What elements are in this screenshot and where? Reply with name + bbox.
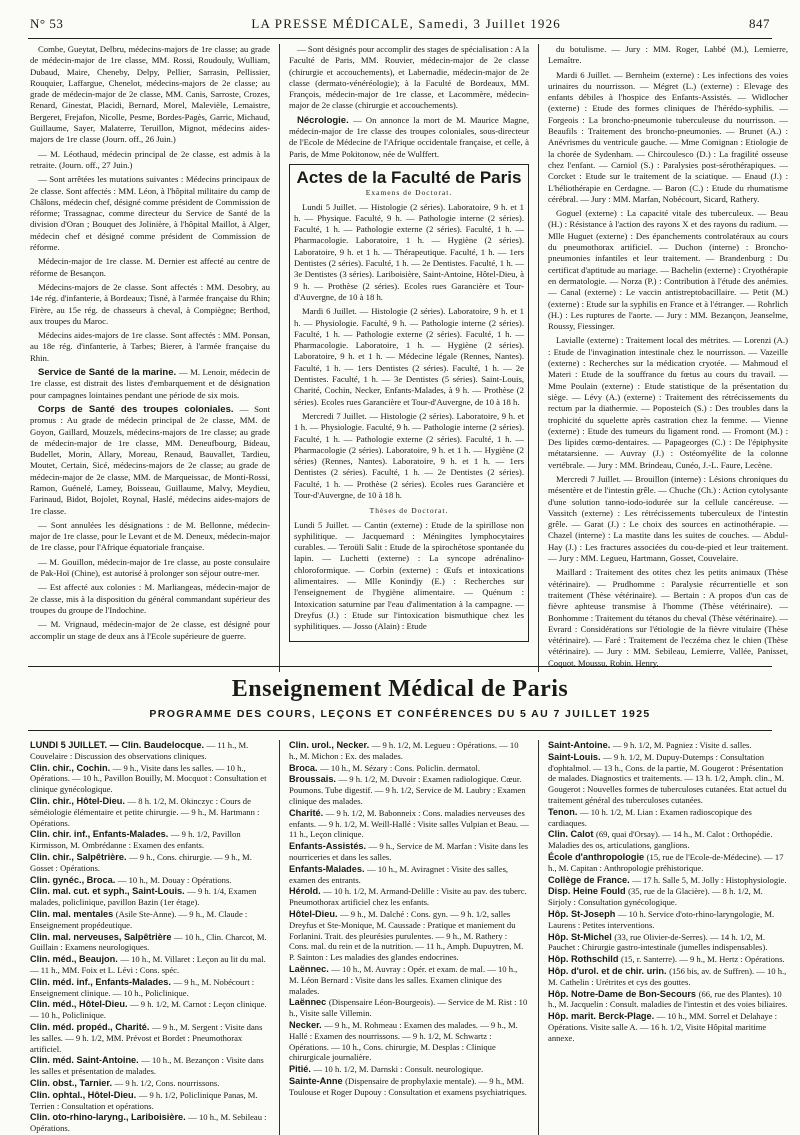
program-entry [30, 932, 270, 954]
program-entry [289, 964, 529, 996]
program-entry-text: — 9 h. 1/4, Examen malades, policlinique, pavillon Bazin (1er étage). [30, 886, 257, 908]
paragraph [548, 474, 788, 564]
program-entry-text: — 9 h. 1/2, M. Duvoir : Examen radiologique. Cœur. Poumons. Tube digestif. — 9 h. 1/2, Service de M. Laubry : Examen clinique des malades. [289, 774, 526, 806]
program-subtitle: PROGRAMME DES COURS, LEÇONS ET CONFÉRENCES DU 5 AU 7 JUILLET 1925 [149, 708, 651, 720]
program-entry-label: Clin. mal. mentales [30, 908, 116, 919]
paragraph [294, 202, 524, 304]
program-entry [548, 829, 788, 851]
upper-columns [30, 44, 788, 668]
program-entry [548, 752, 788, 806]
column-divider [279, 740, 280, 1135]
program-entry-label: Clin. urol., Necker. [289, 740, 372, 750]
paragraph-text: — Sont promus : Au grade de médecin principal de 2e classe, MM. de Goyon, Gaillard, Mouzels, médecins-majors de 1re classe; au grade de médecin-major de 1re classe, MM. Deneufbourg, Bideau, Budellet, Morin, Allary, Moreau, Renaud, Bauvallet, Tardieu, Moutet, Certain, Sicé, médecins-majors de 2e classe; au grade de médecin-major de 2e classe, MM. de Marqueissac, de Monti-Rossi, Ramon, Guénelé, Lamey, Boisseau, Guillaume, Malvy, Meydieu, Farinaud, Bidot, Bojolet, Roynal, Haslé, médecins aides-majors de 1re classe. [30, 403, 271, 516]
paragraph-text: — M. Léothaud, médecin principal de 2e classe, est admis à la retraite. (Journ. off., 27 Juin.) [30, 148, 270, 170]
program-entry-label: Collège de France. [548, 874, 633, 885]
program-entry-label: Clin. chir., Salpêtrière. [30, 851, 130, 862]
program-entry-label: Laënnec. [289, 963, 332, 974]
program-entry-text: — 10 h., M. Auvray : Opér. et exam. de mal. — 10 h., M. Léon Bernard : Visite dans les salles. Examen clinique des malades. [289, 963, 518, 996]
program-entry-label: Pitié. [289, 1064, 314, 1075]
program-entry [30, 852, 270, 874]
paragraph [30, 256, 270, 279]
program-entry-label: Clin. chir., Cochin. [30, 762, 113, 773]
program-entry [30, 1055, 270, 1077]
program-entry [548, 932, 788, 954]
paragraph-heading: Service de Santé de la marine. [38, 367, 180, 379]
program-entry [289, 1076, 529, 1098]
paragraph [30, 282, 270, 327]
program-entry-label: Hôp. d'urol. et de chir. urin. [548, 965, 670, 976]
column-divider [279, 44, 280, 672]
paragraph [548, 44, 788, 67]
program-entry-text: — 9 h., M. Dalché : Cons. gyn. — 9 h. 1/2, salles Dreyfus et Ste-Monique, M. Caussade : Pratique et maniement du Forlanini. Trait. des pleurésies purulentes. — 9 h., M. Rathery : Cons. mal. du rein et de la nutrition. — 11 h., Amph. Dupuytren, M. P. Sainton : Les maladies des glandes endocrines. [289, 908, 524, 963]
program-entry [30, 829, 270, 851]
program-entry-text: — 9 h., M. Sergent : Visite dans les salles. — 9 h. 1/2, MM. Prévost et Bordet : Pneumothorax artificiel. [30, 1021, 263, 1054]
paragraph [30, 557, 270, 580]
program-entry-label: Hôtel-Dieu. [289, 908, 341, 919]
program-entry-label: Clin. méd., Beaujon. [30, 954, 121, 965]
paragraph-text: Médecins aides-majors de 1re classe. Sont affectés : MM. Ponsan, au 18e rég. d'infanterie, à Tarbes; Bierer, à l'armée française du Rhin. [30, 330, 270, 363]
program-entry-label: Charité. [289, 807, 326, 818]
program-entry-text: — 10 h. 1/2, M. Armand-Delille : Visite au pav. des tuberc. Pneumothorax artificiel chez les enfants. [289, 886, 527, 908]
paragraph [548, 335, 788, 471]
program-entry-text: (66, rue des Plantes). 10 h., M. Jacquelin : Consult. maladies de l'intestin et des voies biliaires. [548, 988, 788, 1010]
paragraph [294, 411, 524, 501]
program-entry-text: — 10 h. 1/2, M. Darnski : Consult. neurologique. [313, 1064, 484, 1075]
program-entry-text: — 10 h. 1/2, M. Lian : Examen radioscopique des cardiaques. [548, 806, 752, 828]
program-entry-text: — 10 h., M. Villaret : Leçon au lit du mal. — 11 h., MM. Foix et L. Lévi : Cons. spéc. [30, 954, 266, 975]
paragraph-text: Goguel (externe) : La capacité vitale des tuberculeux. — Beau (H.) : Résistance à l'action des rayons X et des rayons du radium. — Mlle Huguet (externe) : Des épanchements controlatéraux au cours du pneumothorax artificiel. — Duchon (interne) : Broncho-pneumonies infantiles et leur traitement. — Brandenburg : Du certificat d'aptitude au mariage. — Bachelin (externe) : Cryothérapie en dermatologie. — Norza (P.) : Contribution à l'étude des anémies. — Canal (externe) : Le vaccin antistreptobacillaire. — Petit (M.) (externe) : Etude sur la syphilis en France et à l'étranger. — Rohrlich (H.) : Les ruptures de l'aorte. — Jury : MM. Bezançon, Jeanselme, Roussy, Fiessinger. [548, 208, 788, 332]
program-entry-label: Clin. chir., Hôtel-Dieu. [30, 795, 128, 806]
program-entry-label: Clin. chir. inf., Enfants-Malades. [30, 829, 171, 840]
program-entry-label: Hôp. Notre-Dame de Bon-Secours [548, 988, 699, 999]
program-entry-text: — 10 h., M. Aviragnet : Visite des salles, examen des entrants. [289, 863, 509, 885]
paragraph-text: Médecins-majors de 2e classe. Sont affectés : MM. Desobry, au 14e rég. d'infanterie, à Bordeaux; Tisné, à l'armée française du Rhin; Firère, au 15e rég. de chasseurs à cheval, à Compiègne; Berthod, aux troupes du Maroc. [30, 281, 270, 326]
program-entry [30, 1112, 270, 1134]
paragraph-heading: Corps de Santé des troupes coloniales. [38, 403, 240, 415]
paragraph-text: — M. Vrignaud, médecin-major de 2e classe, est désigné pour accomplir un stage de deux ans à l'Ecole supérieure de guerre. [30, 619, 270, 641]
program-entry-label: Clin. méd. Saint-Antoine. [30, 1055, 142, 1066]
program-entry-text: (33, rue Olivier-de-Serres). — 14 h. 1/2, M. Pauchet : Chirurgie gastro-intestinale (jumelles indispensables). [548, 931, 768, 953]
paragraph [30, 44, 270, 146]
program-entry [289, 808, 529, 840]
program-entry-label: Broca. [289, 762, 321, 773]
program-entry [30, 977, 270, 999]
page-number: 847 [749, 16, 770, 31]
program-entry-text: — 10 h., M. Sézary : Cons. Policlin. dermatol. [320, 762, 481, 773]
program-entry-text: (35, rue de la Glacière). — 8 h. 1/2, M. Sirjoly : Consultation gynécologique. [548, 886, 763, 908]
program-entry-label: LUNDI 5 JUILLET. — Clin. Baudelocque. [30, 740, 207, 750]
program-entry-text: — 9 h. 1/2, M. Pagniez : Visite d. salles. [612, 740, 752, 750]
paragraph-text: Mardi 6 Juillet. — Histologie (2 séries). Laboratoire, 9 h. et 1 h. — Physiologie. Faculté, 9 h. — Pathologie interne (2 séries). Faculté, 1 h. — Pathologie externe (2 séries). Faculté, 1 h. — Pharmacologie. Laboratoire, 1 h. — Hygiène (2 séries). Laboratoire, 9 h. et 1 h. — Médecine légale (Rennes, Nantes). Faculté, 1 h. — 1ers Dentistes (2 séries). Faculté, 1 h. — 2e Dentistes. Faculté, 1 h. — 3e Dentistes (5 séries). Saint-Louis, Charité, Cochin, Necker, Enfants-Malades, à 9 h. — Prothèse (2 séries). Ecoles rues Garancière et Tour-d'Auvergne, de 10 à 18 h. [294, 306, 524, 407]
section-title: Enseignement Médical de Paris [231, 676, 569, 702]
paragraph-heading: Nécrologie. [297, 114, 354, 126]
program-entry-text: (15, rue de l'Ecole-de-Médecine). — 17 h., M. Capitan : Anthropologie préhistorique. [548, 851, 784, 873]
program-entry-label: Clin. gynéc., Broca. [30, 874, 118, 885]
program-entry-label: Clin. méd., Hôtel-Dieu. [30, 999, 131, 1010]
program-entry-text: — 9 h. 1/2, M. Carnot : Leçon clinique. — 10 h., Policlinique. [30, 999, 267, 1021]
program-entry-label: Saint-Louis. [548, 751, 604, 762]
paragraph-text: Combe, Gueytat, Delbru, médecins-majors de 1re classe; au grade de médecin-major de 1re classe, MM. Rossi, Roudouly, Wulliam, Dubaud, Maire, Cheneby, Delpy, Pellier, Sarrasin, Pellissier, Rouquier, Laffargue, Chenelot, médecins-majors de 2e classe; au grade de médecin-major de 2e classe, MM. Canis, Sarroste, Crozes, Renard, Ginestat, Placidi, Bernard, Morel, Malevièle, Lemaistre, Bergeret, Frejafon, Nicolle, Pesme, Bordes-Pagès, Garric, Michaud, Guillaume, Sayer, Malaterre, Teruillon, Mignot, médecins aides-majors de 1re classe (Journ. off., 26 Juin.) [30, 44, 270, 145]
program-entry [30, 999, 270, 1021]
program-entry-text: — 10 h., Clin. Charcot, M. Guillain : Examens neurologiques. [30, 931, 267, 953]
paragraph-text: Médecin-major de 1re classe. M. Dernier est affecté au centre de réforme de Besançon. [30, 256, 270, 278]
program-entry-text: — 9 h., M. Nobécourt : Enseignement clinique. — 10 h., Policlinique. [30, 976, 255, 998]
theses-text: Lundi 5 Juillet. — Cantin (externe) : Etude de la spirillose non syphilitique. — Jacquemard : Méningites lymphocytaires curables. — Teroüli Salit : Etude de la spirochétose spontanée du lapin. — Luchetti (externe) : La syncope adrénalino-chloroformique. — Corbin (externe) : Œufs et intoxications alimentaires. — Mlle Konindjy (E.) : Recherches sur l'enseignement de l'hygiène alimentaire. — Quénum : Intoxication saturnine par l'eau d'alimentation à la campagne. — Dreyfus (J.) : Etude sur l'intoxication bismuthique chez les syphilitiques. — Josso (Alain) : Etude [294, 519, 524, 632]
program-entry [548, 989, 788, 1011]
program-entry-label: Laënnec [289, 997, 329, 1008]
paragraph [30, 404, 270, 517]
paragraph [294, 306, 524, 408]
paragraph-text: Mercredi 7 Juillet. — Histologie (2 séries). Laboratoire, 9 h. et 1 h. — Physiologie. Faculté, 9 h. — Pathologie interne (2 séries). Faculté, 1 h. — Pathologie externe (2 séries). Faculté, 1 h. — Pharmacologie (2 séries). Laboratoire, 9 h. et 1 h. — Hygiène (2 séries) (Rennes, Nantes). Laboratoire, 9 h. et 1 h. — 1ers Dentistes (2 séries). Faculté, 1 h. — 2e Dentistes (2 séries). Faculté, 1 h. — Prothèse (2 séries). Ecoles rues Garancière et Tour-d'Auvergne, de 10 à 18 h. [294, 410, 524, 500]
program-entry [548, 886, 788, 908]
faculty-acts-title: Actes de la Faculté de Paris [296, 167, 522, 187]
program-entry-text: — 11 h., M. Couvelaire : Discussion des observations cliniques. [30, 740, 249, 761]
program-entry [289, 763, 529, 774]
program-entry [289, 1020, 529, 1063]
program-entry [30, 886, 270, 908]
program-entry-text: — 9 h., Cons. chirurgie. — 9 h., M. Gosset : Opérations. [30, 851, 252, 873]
paragraph-text: — Est affecté aux colonies : M. Marliangeas, médecin-major de 2e classe, mis à la disposition du général commandant supérieur des troupes du groupe de l'Indochine. [30, 582, 270, 615]
program-entry [289, 864, 529, 886]
program-entry-text: — 9 h. 1/2, Cons. nourrissons. [114, 1077, 220, 1088]
program-entry [30, 909, 270, 931]
program-entry [548, 740, 788, 751]
paragraph [548, 208, 788, 332]
program-entry-label: Hôp. Rothschild [548, 954, 621, 965]
paragraph-text: Mercredi 7 Juillet. — Brouillon (interne) : Lésions chroniques du mésentère et de l'intestin grêle. — Chuche (Ch.) : Action cytolysante d'une solution tanno-iodo-iodurée sur la cellule cancéreuse. — Vassitch (externe) : Les rétrécissements tuberculeux de l'intestin grêle. — Garat (J.) : Le choix des sources en actinothérapie. — Chazel (interne) : La mastite dans les suites de couches. — Abdul-Hay (J.) : Les fractures associées du cou-de-pied et leur traitement. — Jury : MM. Legueu, Hartmann, Gosset, Couvelaire. [548, 473, 788, 564]
program-columns [30, 740, 788, 1134]
program-entry-text: — 10 h., M. Douay : Opérations. [117, 874, 232, 885]
program-entry-text: — 8 h. 1/2, M. Okinczyc : Cours de séméiologie élémentaire et petite chirurgie. — 9 h., M. Hartmann : Opérations. [30, 795, 260, 828]
program-entry [30, 1022, 270, 1054]
column-divider [538, 44, 539, 672]
program-entry-label: Hérold. [289, 886, 324, 897]
page-header [30, 16, 770, 36]
paragraph [30, 330, 270, 364]
program-entry-label: Clin. obst., Tarnier. [30, 1077, 115, 1088]
paragraph [30, 367, 270, 401]
program-entry [548, 852, 788, 874]
issue-number: N° 53 [30, 16, 64, 31]
program-entry [30, 763, 270, 795]
paragraph [30, 520, 270, 554]
paragraph [30, 149, 270, 172]
paragraph-text: Maillard : Traitement des otites chez les petits animaux (Thèse vétérinaire). — Prudhomme : Paralysie récurrentielle et son traitement (Thèse vétérinaire). — Bertain : A propos d'un cas de fièvre aphteuse transmise à l'homme (Thèse vétérinaire). — Bonhomme : Traitement du tétanos du cheval (Thèse vétérinaire). — Evrard : Considérations sur l'étiologie de la fièvre vitulaire (Thèse vétérinaire). — Faré : Traitement de l'eczéma chez le chien (Thèse vétérinaire). — Jury : MM. Sebileau, Lemierre, Vallée, Panisset, Coquot, Moussu, Robin, Henry. [548, 567, 788, 668]
exams-subtitle: Examens de Doctorat. [365, 188, 453, 198]
program-entry-text: — 9 h. 1/2, Policlinique Panas, M. Terrien : Consultation et opérations. [30, 1089, 258, 1111]
program-entry-label: Tenon. [548, 806, 580, 817]
program-entry-text: — 9 h. 1/2, Pavillon Kirmisson, M. Ombrédanne : Examen des enfants. [30, 829, 241, 851]
program-entry-label: Enfants-Malades. [289, 863, 368, 874]
program-entry-label: Clin. ophtal., Hôtel-Dieu. [30, 1089, 139, 1100]
program-entry-label: Clin. méd. inf., Enfants-Malades. [30, 976, 174, 987]
paragraph-text: du botulisme. — Jury : MM. Roger, Labbé (M.), Lemierre, Lemaître. [548, 44, 788, 66]
column-divider [538, 740, 539, 1135]
program-entry-text: — 10 h., M. Bezançon : Visite dans les salles et présentation de malades. [30, 1055, 264, 1077]
program-entry-label: Clin. Calot [548, 829, 596, 840]
program-entry-text: — 9 h., Visite dans les salles. — 10 h., Opérations. — 10 h., Pavillon Bouilly, M. Mocquot : Consultation et clinique gynécologique. [30, 762, 267, 795]
program-entry-label: Disp. Heine Fould [548, 886, 629, 897]
column-1 [30, 44, 270, 672]
program-entry-label: Saint-Antoine. [548, 740, 613, 750]
program-entry-label: Hôp. marit. Berck-Plage. [548, 1011, 657, 1022]
program-entry [548, 875, 788, 886]
paragraph-text: — M. Gouillon, médecin-major de 1re classe, au poste consulaire de Pak-Hoï (Chine), est autorisé à prolonger son séjour outre-mer. [30, 556, 270, 579]
paragraph-text: Lundi 5 Juillet. — Histologie (2 séries). Laboratoire, 9 h. et 1 h. — Physique. Faculté, 9 h. — Pathologie interne (2 séries). Faculté, 1 h. — Pathologie externe (2 séries). Faculté, 1 h. — Pharmacologie. Laboratoire, 1 h. — Hygiène (2 séries). Laboratoire, 9 h. et 1 h. — Thérapeutique. Faculté, 1 h. — 1ers Dentistes (2 séries). Faculté, 1 h. — 2e Dentistes. Faculté, 1 h. — 3e Dentistes (3 séries). Lariboisière, Saint-Antoine, Hôtel-Dieu, à 9 h. — Prothèse (2 séries). Ecoles rues Garancière et Tour-d'Auvergne, de 10 à 18 h. [294, 201, 524, 302]
program-entry-label: Clin. oto-rhino-laryng., Lariboisière. [30, 1112, 189, 1123]
paragraph-text: — Sont arrêtées les mutations suivantes : Médecins principaux de 2e classe. Sont affectés : MM. Léon, à l'hôpital militaire du camp de Châlons, médecin chef, désigné comme président de Commission de réforme; Trassagnac, comme directeur du Service de Santé de la division d'Oran ; Bouquet des Jolinière, à l'hôpital Maillot, à Alger, médecin chef et désigné comme président de Commission de réforme. [30, 174, 270, 253]
paragraph-text: Lavialle (externe) : Traitement local des métrites. — Lorenzi (A.) : Etude de l'invagination intestinale chez le nourrisson. — Vazeille (externe) : Recherches sur la médication cryotée. — Mahmoud el Materi : Etude de la souffrance du fœtus au cours du travail. — Mme Poulain (externe) : Etude statistique de la présentation du siège. — Lévy (A.) (externe) : Traitement des rétrécissements du rectum par la diathermie. — Poposteich (S.) : Des troubles dans la trophicité du squelette après castration chez la femme. — Vienne (externe) : Etude des tumeurs du ligament rond. — Fromont (M.) : Des lipides cœmo-dentaires. — Papageorges (C.) : De l'épiphysite métatarsienne. — Auvray (J.) : Ostéomyélite de la colonne vertébrale. — Jury : MM. Brindeau, Cunéo, J.-L. Faure, Lecène. [548, 335, 788, 470]
program-entry [548, 954, 788, 965]
program-entry [30, 796, 270, 828]
paragraph [289, 115, 529, 160]
program-entry-label: Enfants-Assistés. [289, 841, 369, 852]
program-entry [548, 1011, 788, 1043]
program-entry-label: Clin. mal. cut. et syph., Saint-Louis. [30, 886, 188, 897]
paragraph [548, 567, 788, 669]
paragraph-text: Mardi 6 Juillet. — Bernheim (externe) : Les infections des voies urinaires du nourrisson. — Mégret (L.) (externe) : Elevage des enfants débiles à l'hospice des Enfants-Assistés. — Widlocher (externe) : Etude des formes cliniques de l'hérédo-syphilis. — Forgeois : La broncho-pneumonie tuberculeuse du nourrisson. — Beaufils : Traitement des broncho-pneumonies. — Brunet (A.) : Anévrismes du ventricule gauche. — Mme Comignan : Etiologie de la chorée de Sydenham. — Chircoulesco (D.) : La fragilité osseuse chez l'enfant. — Carniol (S.) : Paralysies post-sérothérapiques. — Corcket : Etude sur le traitement de la sciatique. — Enaud (J.) : L'héliothérapie en Cerdagne. — Baron (C.) : Etude du rhumatisme cérébral. — Jury : MM. Marfan, Nobécourt, Sicard, Rathery. [548, 69, 788, 204]
column-2 [289, 44, 529, 672]
program-entry [548, 909, 788, 931]
header-rule [28, 38, 772, 39]
paragraph [30, 619, 270, 642]
program-entry-text: (Dispensaire de prophylaxie mentale). — 9 h., MM. Toulouse et Roger Dupouy : Consultation et examens psychiatriques. [289, 1075, 527, 1097]
program-entry-label: Hôp. St-Michel [548, 931, 615, 942]
program-entry [289, 841, 529, 863]
program-entry-text: — 9 h. 1/2, M. Legueu : Opérations. — 10 h., M. Michon : Ex. des malades. [289, 740, 519, 761]
program-entry-label: École d'anthropologie [548, 851, 647, 862]
paragraph [289, 44, 529, 112]
program-entry-text: — 10 h., MM. Sorrel et Delahaye : Opérations. Visite salle A. — 16 h. 1/2, Visite Hôpital maritime annexe. [548, 1011, 778, 1043]
paragraph [30, 174, 270, 253]
paragraph [548, 70, 788, 206]
program-entry-label: Hôp. St-Joseph [548, 908, 618, 919]
paragraph-text: — Sont désignés pour accomplir des stages de spécialisation : A la Faculté de Paris, MM. Rouvier, médecin-major de 2e classe (chirurgie et accouchements), et Labernadie, médecin-major de 2e classe (dermato-vénéréologie); à la Faculté de Bordeaux, MM. François, médecin-major de 1re classe, et Lacommère, médecin-major de 2e classe (chirurgie et accouchements). [289, 44, 529, 111]
program-entry [30, 1078, 270, 1089]
paragraph-text: — Sont annulées les désignations : de M. Bellonne, médecin-major de 1re classe, pour le Levant et de M. Deneux, médecin-major de 1re classe, pour l'Afrique équatoriale française. [30, 519, 270, 553]
program-entry [289, 997, 529, 1019]
journal-title: LA PRESSE MÉDICALE, Samedi, 3 Juillet 1926 [251, 16, 562, 31]
program-entry-text: — 10 h. Service d'oto-rhino-laryngologie, M. Laurens : Petites interventions. [548, 908, 775, 930]
program-entry [30, 875, 270, 886]
program-entry-text: (Dispensaire Léon-Bourgeois). — Service de M. Rist : 10 h., Visite salle Villemin. [289, 997, 528, 1019]
program-entry-text: (Asile Ste-Anne). — 9 h., M. Claude : Enseignement propédeutique. [30, 908, 248, 930]
program-entry [289, 886, 529, 908]
program-entry [289, 909, 529, 963]
program-rule [28, 730, 772, 731]
program-entry [30, 740, 270, 762]
program-entry-text: (156 bis, av. de Suffren). — 10 h., M. Cathelin : Urétrites et cys des gouttes. [548, 965, 787, 987]
paragraph-text: — On annonce la mort de M. Maurice Magne, médecin-major de 1re classe des troupes coloniales, sous-directeur de l'Ecole de Médecine de l'Afrique occidentale française, et celle, à Paris, de Mme Pokitonow, née de Wulffert. [289, 114, 529, 159]
faculty-acts-box [289, 164, 529, 642]
program-entry-text: — 9 h. 1/2, M. Dupuy-Dutemps : Consultation d'ophtalmol. — 13 h., Cons. de la partie, M. Gougerot : Présentation de malades. Diagnostics et traitements. — 13 h. 1/2, Amph. clin., M. Gougerot : Nouvelles formes de tuberculoses cutanées. Etat actuel du traitement général des tuberculoses cutanées. [548, 751, 787, 805]
program-entry-text: (15, r. Santerre). — 9 h., M. Hertz : Opérations. [620, 954, 785, 965]
program-column-2 [289, 740, 529, 1135]
program-entry [30, 954, 270, 976]
column-3 [548, 44, 788, 672]
column-2-top [289, 44, 529, 160]
program-entry-text: — 9 h., Service de M. Marfan : Visite dans les nourriceries et dans les salles. [289, 841, 529, 862]
program-entry-label: Clin. méd. propéd., Charité. [30, 1021, 153, 1032]
program-column-3 [548, 740, 788, 1135]
program-entry [289, 1064, 529, 1075]
exams-list [294, 202, 524, 502]
program-entry-text: — 10 h., M. Sebileau : Opérations. [30, 1112, 267, 1134]
program-entry-text: (69, quai d'Orsay). — 14 h., M. Calot : Orthopédie. Maladies des os, articulations, ganglions. [548, 829, 773, 851]
paragraph [30, 582, 270, 616]
program-entry-label: Necker. [289, 1019, 325, 1030]
theses-subtitle: Thèses de Doctorat. [369, 506, 449, 516]
program-entry-text: — 17 h. Salle 5, M. Jolly : Histophysiologie. [632, 874, 787, 885]
program-entry [548, 807, 788, 829]
program-entry-label: Clin. mal. nerveuses, Salpêtrière [30, 931, 175, 942]
program-entry [289, 774, 529, 806]
section-rule [28, 666, 772, 667]
program-entry-label: Broussais. [289, 774, 339, 785]
program-entry-text: — 9 h. 1/2, M. Babonneix : Cons. maladies nerveuses des enfants. — 9 h. 1/2, M. Weill-Hallé : Visite salles Vulpian et Beau. — 11 h., Leçon clinique. [289, 807, 529, 840]
program-entry [289, 740, 529, 762]
program-entry-label: Sainte-Anne [289, 1075, 346, 1086]
program-entry-text: — 9 h., M. Rohmeau : Examen des malades. — 9 h., M. Hallé : Examen des nourrissons. — 9 h. 1/2, M. Schwartz : Opérations. — 10 h., Cons. chirurgie, M. Desplas : Clinique chirurgicale journalière. [289, 1019, 518, 1063]
program-entry [30, 1090, 270, 1112]
program-column-1 [30, 740, 270, 1135]
program-entry [548, 966, 788, 988]
paragraph-text: — M. Lenoir, médecin de 1re classe, est distrait des listes d'embarquement et de désignation pour campagnes lointaines pendant une période de six mois. [30, 367, 270, 400]
